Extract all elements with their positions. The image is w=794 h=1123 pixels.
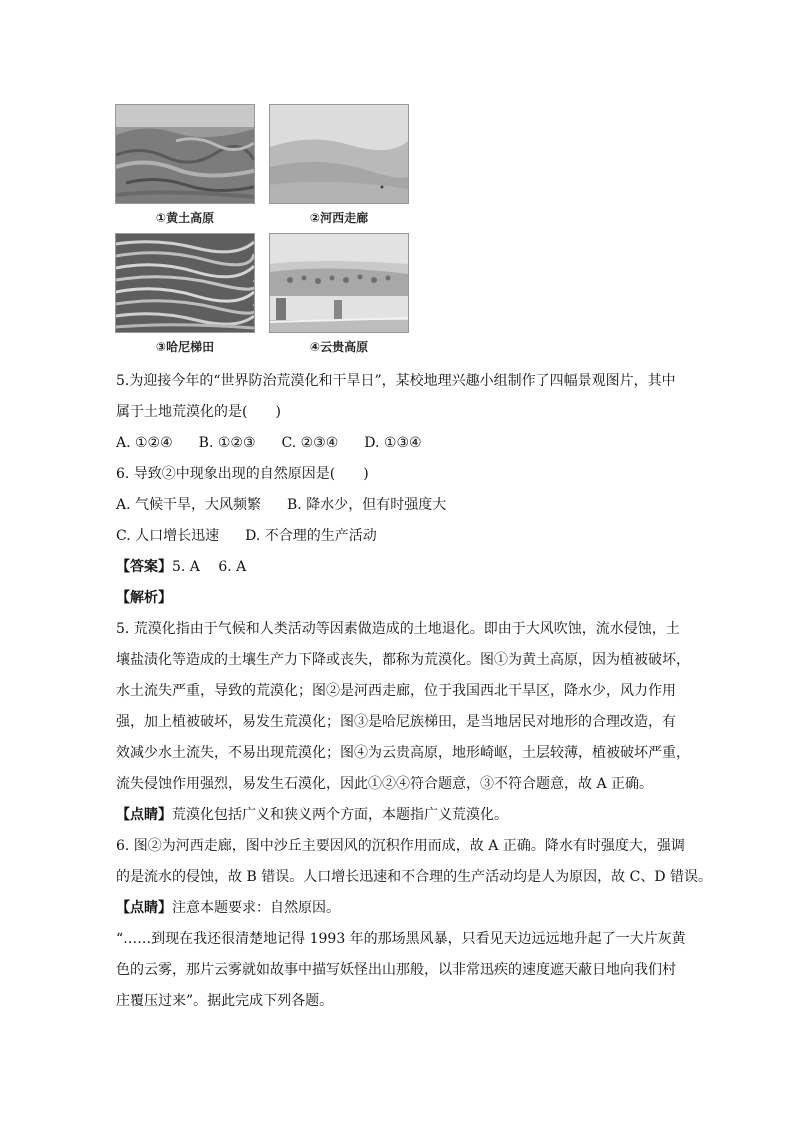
analysis-6-line: 的是流水的侵蚀，故 B 错误。人口增长迅速和不合理的生产活动均是人为原因，故 C、D 错误。 bbox=[116, 869, 713, 885]
option-d: D. 不合理的生产活动 bbox=[245, 528, 377, 544]
option-d: D. ①③④ bbox=[364, 435, 422, 451]
tip-5-text: 荒漠化包括广义和狭义两个方面，本题指广义荒漠化。 bbox=[172, 807, 508, 823]
question-6-options-ab bbox=[116, 490, 682, 521]
analysis-5-line: 效减少水土流失，不易出现荒漠化；图④为云贵高原，地形崎岖，土层较薄，植被破坏严重， bbox=[116, 745, 690, 761]
loess-plateau-photo bbox=[115, 104, 255, 204]
tip-5-label: 【点睛】 bbox=[116, 807, 172, 823]
analysis-5-line: 流失侵蚀作用强烈，易发生石漠化，因此①②④符合题意，③不符合题意，故 A 正确。 bbox=[116, 776, 654, 792]
figure-4 bbox=[269, 233, 409, 355]
option-b: B. 降水少，但有时强度大 bbox=[287, 497, 447, 513]
passage-line: “……到现在我还很清楚地记得 1993 年的那场黑风暴，只看见天边远远地升起了一大片灰黄 bbox=[116, 931, 686, 947]
question-5 bbox=[116, 366, 713, 1017]
tip-6 bbox=[116, 893, 682, 924]
question-5-options bbox=[116, 428, 682, 459]
figure-2-caption: ②河西走廊 bbox=[309, 211, 369, 225]
answer-text: 5. A 6. A bbox=[172, 559, 247, 575]
figure-1-caption: ①黄土高原 bbox=[155, 211, 215, 225]
tip-6-text: 注意本题要求：自然原因。 bbox=[172, 900, 340, 916]
hani-terraces-photo bbox=[115, 233, 255, 333]
analysis-label: 【解析】 bbox=[116, 590, 172, 606]
figure-2 bbox=[269, 104, 409, 226]
figure-3 bbox=[115, 233, 255, 355]
figure-4-caption: ④云贵高原 bbox=[309, 340, 369, 354]
question-6-stem: 6. 导致②中现象出现的自然原因是( ) bbox=[116, 466, 369, 482]
hexi-corridor-photo bbox=[269, 104, 409, 204]
yungui-plateau-photo bbox=[269, 233, 409, 333]
passage-line: 庄覆压过来”。据此完成下列各题。 bbox=[116, 993, 334, 1009]
analysis-5-line: 强，加上植被破坏，易发生荒漠化；图③是哈尼族梯田，是当地居民对地形的合理改造，有 bbox=[116, 714, 676, 730]
figure-3-caption: ③哈尼梯田 bbox=[155, 340, 215, 354]
option-a: A. ①②④ bbox=[116, 435, 173, 451]
option-c: C. 人口增长迅速 bbox=[116, 528, 220, 544]
answer-line bbox=[116, 552, 682, 583]
photo-grid bbox=[115, 104, 420, 360]
analysis-5-line: 水土流失严重，导致的荒漠化；图②是河西走廊，位于我国西北干旱区，降水少，风力作用 bbox=[116, 683, 676, 699]
option-a: A. 气候干旱，大风频繁 bbox=[116, 497, 262, 513]
tip-5 bbox=[116, 800, 682, 831]
passage-line: 色的云雾，那片云雾就如故事中描写妖怪出山那般，以非常迅疾的速度遮天蔽日地向我们村 bbox=[116, 962, 676, 978]
analysis-6-line: 6. 图②为河西走廊，图中沙丘主要因风的沉积作用而成，故 A 正确。降水有时强度大，强调 bbox=[116, 838, 685, 854]
option-c: C. ②③④ bbox=[281, 435, 339, 451]
option-b: B. ①②③ bbox=[198, 435, 256, 451]
tip-6-label: 【点睛】 bbox=[116, 900, 172, 916]
question-6-options-cd bbox=[116, 521, 682, 552]
figure-1 bbox=[115, 104, 255, 226]
question-5-stem-line-1: 5.为迎接今年的“世界防治荒漠化和干旱日”，某校地理兴趣小组制作了四幅景观图片，其中 bbox=[116, 373, 676, 389]
analysis-5-line: 壤盐渍化等造成的土壤生产力下降或丧失，都称为荒漠化。图①为黄土高原，因为植被破坏， bbox=[116, 652, 690, 668]
analysis-5-line: 5. 荒漠化指由于气候和人类活动等因素做造成的土地退化。即由于大风吹蚀，流水侵蚀，土 bbox=[116, 621, 680, 637]
answer-label: 【答案】 bbox=[116, 559, 172, 575]
question-5-stem-line-2: 属于土地荒漠化的是( ) bbox=[116, 404, 281, 420]
